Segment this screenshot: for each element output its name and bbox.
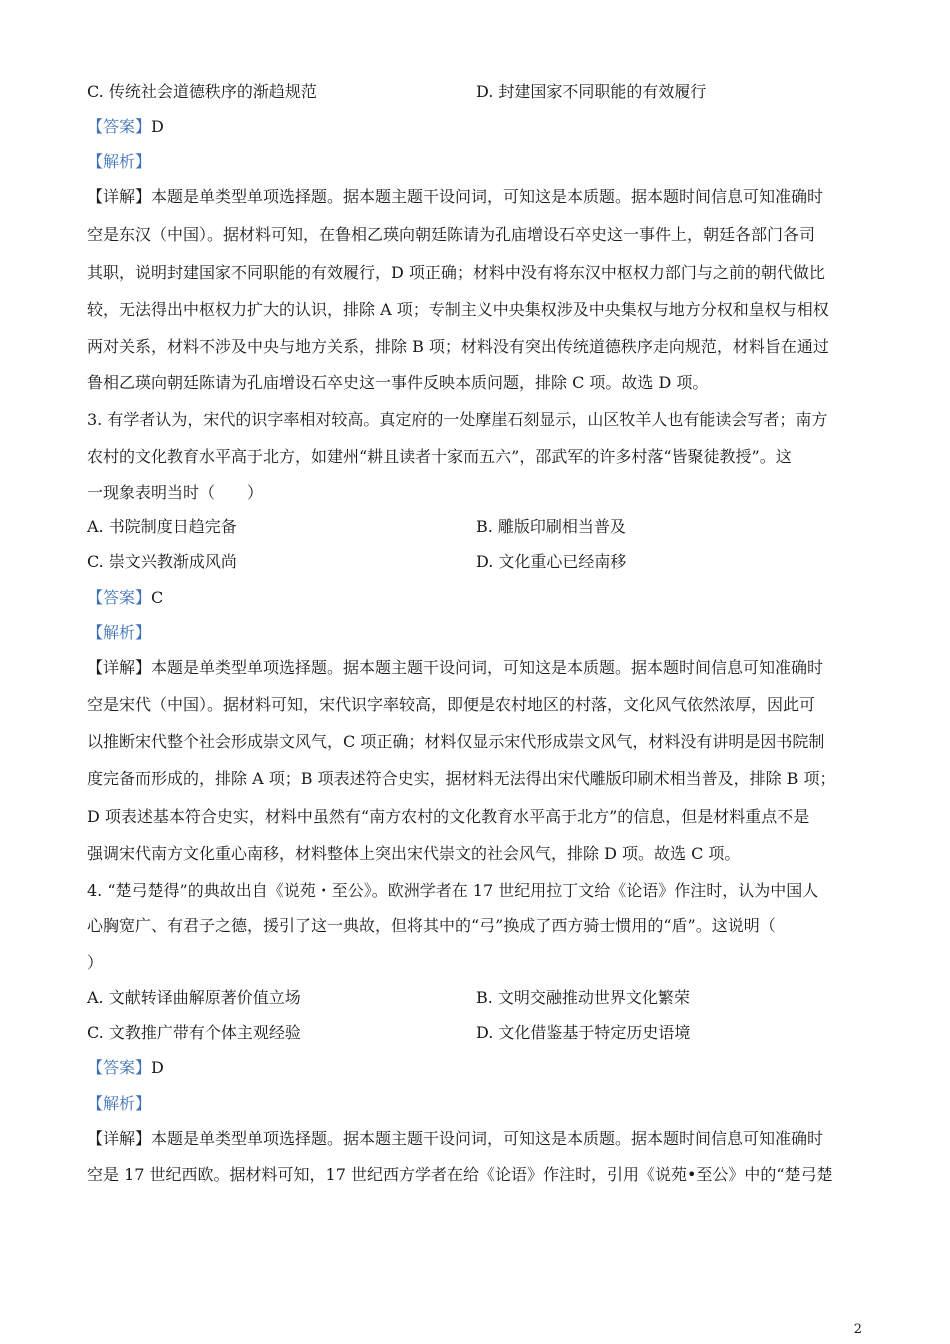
q3-detail-line: 【详解】本题是单类型单项选择题。据本题主题干设问词，可知这是本质题。据本题时间信息可知准确时 [87,658,824,677]
q2-analysis-tag: 【解析】 [87,152,152,171]
q4-detail-line: 【详解】本题是单类型单项选择题。据本题主题干设问词，可知这是本质题。据本题时间信息可知准确时 [87,1129,824,1148]
q2-answer: D [151,117,164,136]
q3-detail-line: 以推断宋代整个社会形成崇文风气，C 项正确；材料仅显示宋代形成崇文风气，材料没有讲明是因书院制 [87,732,825,751]
q2-detail-line: 其职，说明封建国家不同职能的有效履行，D 项正确；材料中没有将东汉中枢权力部门与之前的朝代做比 [87,263,825,282]
q3-stem-line: 一现象表明当时（ ） [87,483,264,502]
q3-option-a: A. 书院制度日趋完备 [87,517,237,536]
q4-answer-line [87,1057,877,1079]
q4-stem-line: ） [87,953,104,972]
answer-tag: 【答案】 [87,1058,152,1077]
q3-stem-line: 农村的文化教育水平高于北方，如建州“耕且读者十家而五六”，邵武军的许多村落“皆聚徒教授”。这 [87,447,792,466]
q4-option-c: C. 文教推广带有个体主观经验 [87,1023,301,1042]
q4-stem-line: 4. “楚弓楚得”的典故出自《说苑・至公》。欧洲学者在 17 世纪用拉丁文给《论语》作注时，认为中国人 [87,881,819,900]
q3-detail-line: 强调宋代南方文化重心南移，材料整体上突出宋代崇文的社会风气，排除 D 项。故选 C 项。 [87,844,741,863]
q2-option-d: D. 封建国家不同职能的有效履行 [476,82,707,101]
page-number: 2 [853,1322,862,1337]
q3-option-c: C. 崇文兴教渐成风尚 [87,552,237,571]
q3-answer: C [151,588,164,607]
answer-tag: 【答案】 [87,117,152,136]
q4-option-d: D. 文化借鉴基于特定历史语境 [476,1023,691,1042]
q3-detail-line: D 项表述基本符合史实，材料中虽然有“南方农村的文化教育水平高于北方”的信息，但是材料重点不是 [87,807,810,826]
q4-analysis-tag: 【解析】 [87,1094,152,1113]
q2-detail-line: 两对关系，材料不涉及中央与地方关系，排除 B 项；材料没有突出传统道德秩序走向规范，材料旨在通过 [87,337,829,356]
answer-tag: 【答案】 [87,588,152,607]
q3-option-d: D. 文化重心已经南移 [476,552,627,571]
q4-option-b: B. 文明交融推动世界文化繁荣 [476,988,690,1007]
q2-answer-line [87,116,877,138]
q3-analysis-tag: 【解析】 [87,623,152,642]
q2-detail-line: 【详解】本题是单类型单项选择题。据本题主题干设问词，可知这是本质题。据本题时间信息可知准确时 [87,187,824,206]
q4-option-a: A. 文献转译曲解原著价值立场 [87,988,301,1007]
q4-detail-line: 空是 17 世纪西欧。据材料可知，17 世纪西方学者在给《论语》作注时，引用《说苑•至公》中的“楚弓楚 [87,1165,833,1184]
q2-detail-line: 鲁相乙瑛向朝廷陈请为孔庙增设石卒史这一事件反映本质问题，排除 C 项。故选 D 项。 [87,373,709,392]
q2-detail-line: 较，无法得出中枢权力扩大的认识，排除 A 项；专制主义中央集权涉及中央集权与地方分权和皇权与相权 [87,300,829,319]
q3-stem-line: 3. 有学者认为，宋代的识字率相对较高。真定府的一处摩崖石刻显示，山区牧羊人也有能读会写者；南方 [87,410,828,429]
q3-detail-line: 空是宋代（中国）。据材料可知，宋代识字率较高，即便是农村地区的村落，文化风气依然浓厚，因此可 [87,695,816,714]
q4-stem-line: 心胸宽广、有君子之德，援引了这一典故，但将其中的“弓”换成了西方骑士惯用的“盾”。这说明（ [87,916,776,935]
q4-answer: D [151,1058,164,1077]
q2-detail-line: 空是东汉（中国）。据材料可知，在鲁相乙瑛向朝廷陈请为孔庙增设石卒史这一事件上，朝廷各部门各司 [87,225,816,244]
q2-option-c: C. 传统社会道德秩序的渐趋规范 [87,82,317,101]
q3-detail-line: 度完备而形成的，排除 A 项；B 项表述符合史实，据材料无法得出宋代雕版印刷术相当普及，排除 B 项； [87,769,836,788]
q3-answer-line [87,587,877,609]
q3-option-b: B. 雕版印刷相当普及 [476,517,626,536]
